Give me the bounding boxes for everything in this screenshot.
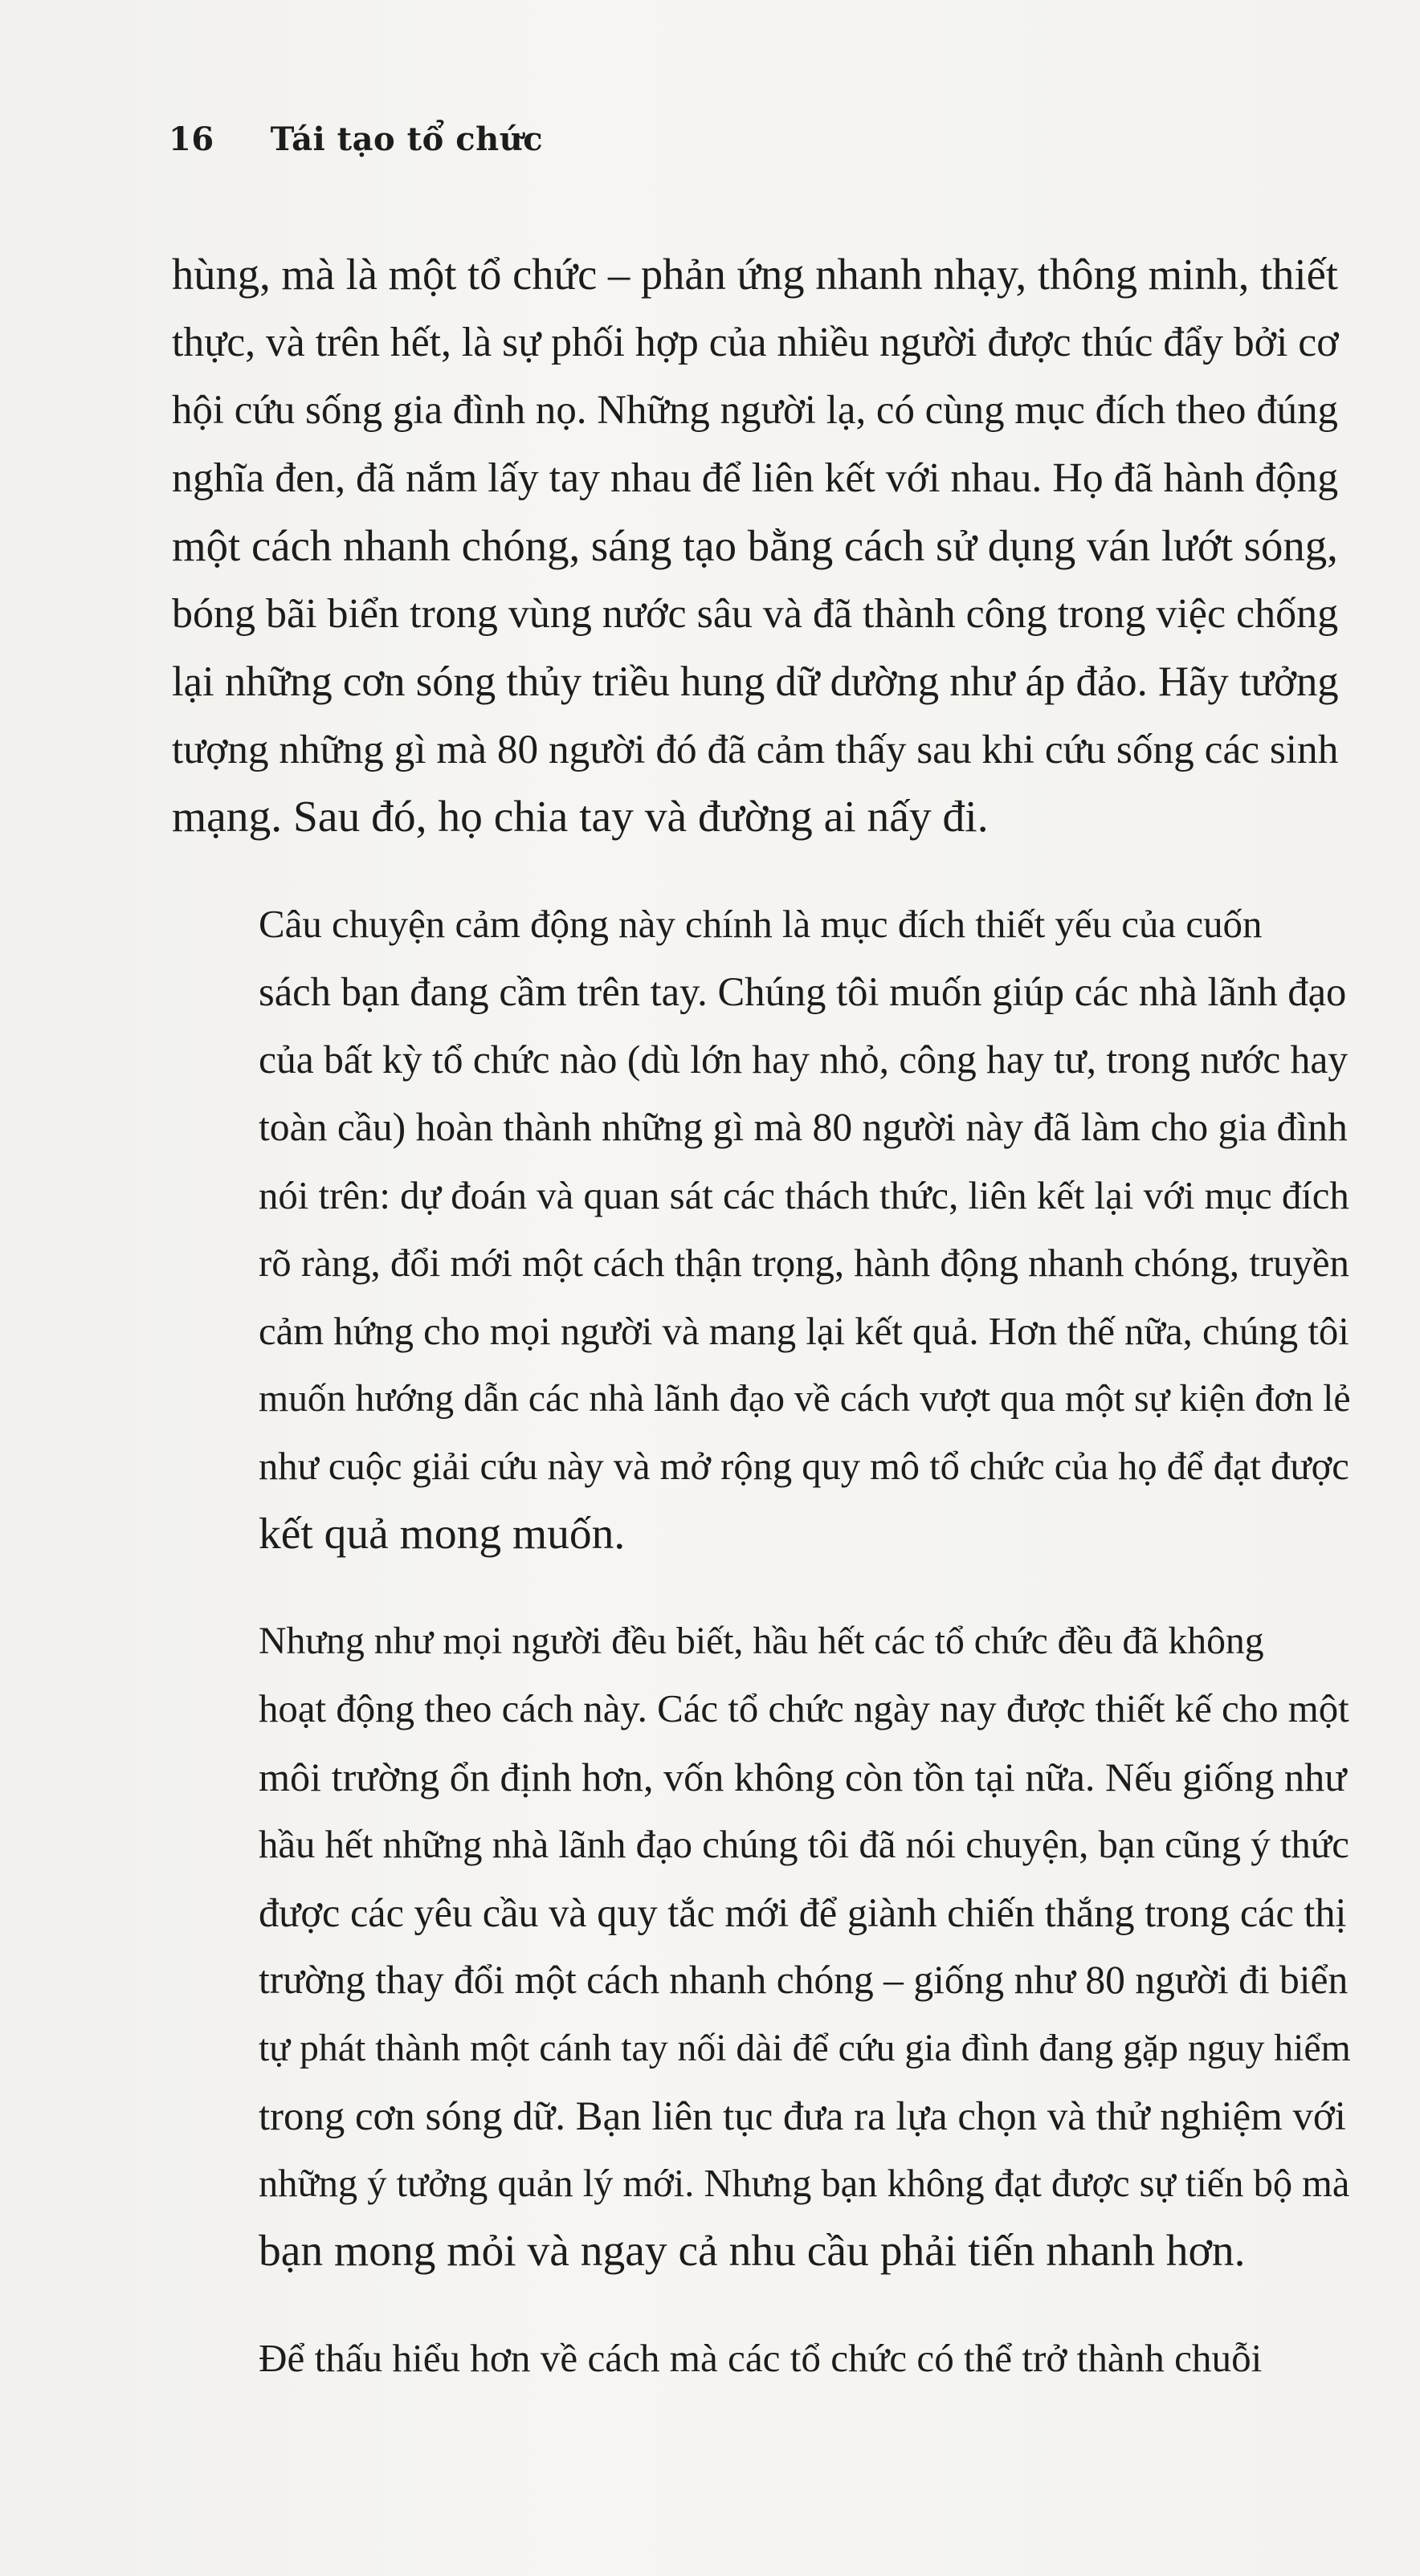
text-line: hùng, mà là một tổ chức – phản ứng nhanh nhạy, thông minh, thiết xyxy=(172,250,1338,299)
text-line: của bất kỳ tổ chức nào (dù lớn hay nhỏ, công hay tư, trong nước hay xyxy=(259,1037,1349,1082)
running-title: Tái tạo tổ chức xyxy=(270,120,544,158)
paragraph-continued xyxy=(172,241,1345,852)
text-line: mạng. Sau đó, họ chia tay và đường ai nấy đi. xyxy=(172,793,989,842)
text-line: tượng những gì mà 80 người đó đã cảm thấy sau khi cứu sống các sinh xyxy=(172,726,1339,772)
text-line: một cách nhanh chóng, sáng tạo bằng cách sử dụng ván lướt sóng, xyxy=(172,521,1338,570)
text-line: hầu hết những nhà lãnh đạo chúng tôi đã nói chuyện, bạn cũng ý thức xyxy=(259,1823,1349,1866)
text-line: Câu chuyện cảm động này chính là mục đích thiết yếu của cuốn xyxy=(259,901,1263,946)
page-number: 16 xyxy=(169,120,214,158)
text-line: cảm hứng cho mọi người và mang lại kết quả. Hơn thế nữa, chúng tôi xyxy=(259,1309,1349,1353)
paragraph xyxy=(172,891,1351,1569)
text-line: thực, và trên hết, là sự phối hợp của nhiều người được thúc đẩy bởi cơ xyxy=(172,319,1339,365)
text-line: bạn mong mỏi và ngay cả nhu cầu phải tiến nhanh hơn. xyxy=(259,2227,1246,2276)
text-line: rõ ràng, đổi mới một cách thận trọng, hành động nhanh chóng, truyền xyxy=(259,1241,1349,1285)
text-line: hội cứu sống gia đình nọ. Những người lạ, có cùng mục đích theo đúng xyxy=(172,388,1338,433)
text-line: Để thấu hiểu hơn về cách mà các tổ chức có thể trở thành chuỗi xyxy=(259,2335,1263,2380)
text-line: môi trường ổn định hơn, vốn không còn tồn tại nữa. Nếu giống như xyxy=(259,1754,1347,1800)
text-line: trường thay đổi một cách nhanh chóng – giống như 80 người đi biển xyxy=(259,1958,1349,2002)
text-line: hoạt động theo cách này. Các tổ chức ngày nay được thiết kế cho một xyxy=(259,1686,1349,1730)
body-text xyxy=(172,241,1351,2392)
text-line: được các yêu cầu và quy tắc mới để giành chiến thắng trong các thị xyxy=(259,1889,1347,1935)
text-line: Nhưng như mọi người đều biết, hầu hết các tổ chức đều đã không xyxy=(259,1619,1264,1662)
text-line: nói trên: dự đoán và quan sát các thách thức, liên kết lại với mục đích xyxy=(259,1173,1349,1217)
paragraph xyxy=(172,2325,1345,2393)
text-line: kết quả mong muốn. xyxy=(259,1510,626,1559)
text-line: nghĩa đen, đã nắm lấy tay nhau để liên kết với nhau. Họ đã hành động xyxy=(172,454,1339,501)
text-line: những ý tưởng quản lý mới. Nhưng bạn không đạt được sự tiến bộ mà xyxy=(259,2162,1350,2205)
running-header xyxy=(169,120,543,158)
text-line: sách bạn đang cầm trên tay. Chúng tôi muốn giúp các nhà lãnh đạo xyxy=(259,969,1347,1014)
paragraph xyxy=(172,1608,1351,2286)
text-line: toàn cầu) hoàn thành những gì mà 80 người này đã làm cho gia đình xyxy=(259,1105,1348,1149)
text-line: như cuộc giải cứu này và mở rộng quy mô tổ chức của họ để đạt được xyxy=(259,1445,1349,1488)
text-line: trong cơn sóng dữ. Bạn liên tục đưa ra lựa chọn và thử nghiệm với xyxy=(259,2093,1346,2138)
text-line: lại những cơn sóng thủy triều hung dữ dường như áp đảo. Hãy tưởng xyxy=(172,658,1339,705)
text-line: bóng bãi biển trong vùng nước sâu và đã thành công trong việc chống xyxy=(172,590,1339,637)
text-line: tự phát thành một cánh tay nối dài để cứu gia đình đang gặp nguy hiểm xyxy=(259,2026,1351,2069)
text-line: muốn hướng dẫn các nhà lãnh đạo về cách vượt qua một sự kiện đơn lẻ xyxy=(259,1377,1351,1420)
